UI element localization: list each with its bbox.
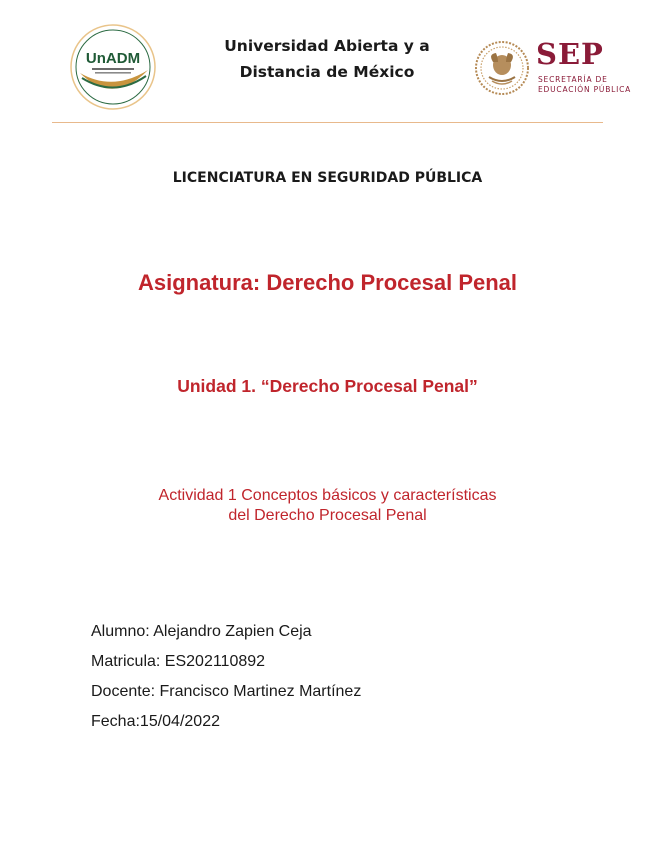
teacher-name: Docente: Francisco Martinez Martínez: [91, 683, 362, 700]
sep-logo-text: SEP: [536, 37, 604, 71]
sep-subtitle-line2: EDUCACIÓN PÚBLICA: [538, 84, 632, 94]
university-name-line1: Universidad Abierta y a: [224, 37, 430, 55]
degree-title: LICENCIATURA EN SEGURIDAD PÚBLICA: [172, 170, 483, 186]
unadm-logo: [70, 24, 156, 110]
student-details: [91, 617, 361, 737]
sep-subtitle: [538, 75, 631, 94]
document-header: [0, 0, 655, 125]
activity-title-line2: del Derecho Procesal Penal: [228, 507, 427, 524]
unit-title: Unidad 1. “Derecho Procesal Penal”: [177, 376, 478, 396]
subject-title: Asignatura: Derecho Procesal Penal: [137, 270, 518, 295]
unadm-logo-text: UnADM: [85, 50, 141, 67]
activity-title-line1: Actividad 1 Conceptos básicos y características: [158, 487, 497, 504]
student-name: Alumno: Alejandro Zapien Ceja: [91, 623, 312, 640]
activity-title: [0, 486, 655, 526]
enrollment-number: Matricula: ES202110892: [91, 653, 266, 670]
header-divider: [52, 122, 603, 123]
university-name: [200, 33, 454, 85]
mexico-national-seal-icon: [474, 40, 530, 96]
sep-subtitle-line1: SECRETARÍA DE: [538, 75, 608, 84]
submission-date: Fecha:15/04/2022: [91, 713, 220, 730]
university-name-line2: Distancia de México: [239, 63, 415, 81]
